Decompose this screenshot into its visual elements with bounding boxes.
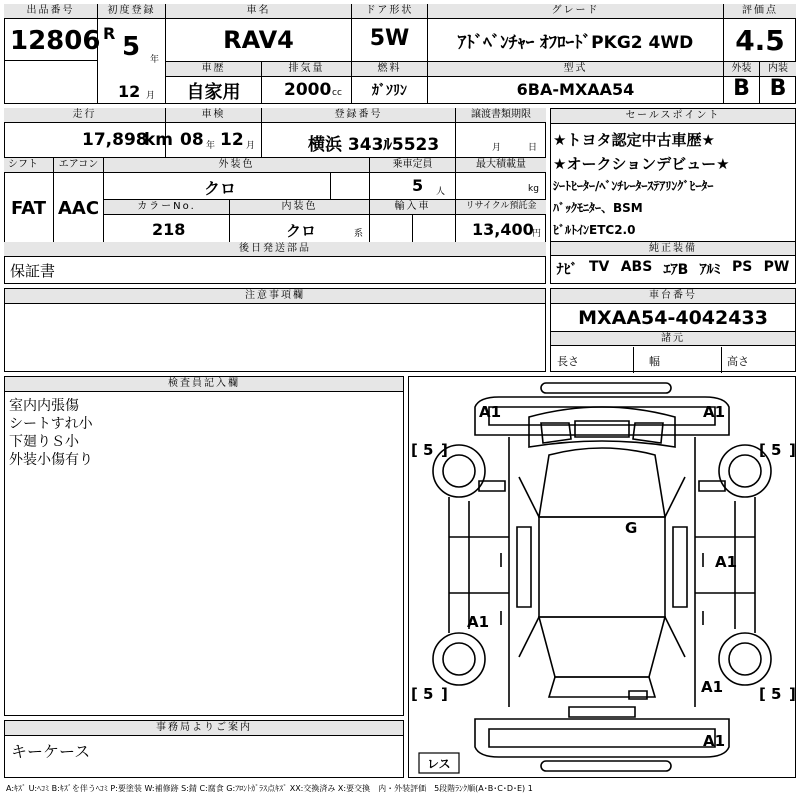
mileage: 17,898	[82, 130, 148, 150]
history: 自家用	[186, 82, 241, 103]
max-load-cell	[456, 158, 546, 200]
import-label: 輸入車	[370, 200, 455, 215]
registration-year: 5	[122, 32, 141, 62]
inspection-month-unit: 月	[246, 141, 256, 151]
tire-rear-left-value: 5	[423, 685, 434, 703]
door-cell	[352, 4, 428, 62]
equipment-abs: ABS	[620, 259, 653, 275]
sales-point-2: ★オークションデビュー★	[553, 155, 730, 173]
first-registration-label: 初度登録	[98, 4, 165, 19]
lot-number-label: 出品番号	[4, 4, 97, 19]
score-cell	[724, 4, 796, 62]
later-parts-label: 後日発送部品	[4, 242, 546, 257]
score: 4.5	[735, 24, 785, 57]
displacement-label: 排気量	[262, 62, 351, 77]
equipment-tv: TV	[588, 259, 610, 275]
inspector-note-3: 下廻りＳ小	[9, 434, 79, 450]
registration-label: 登録番号	[262, 108, 455, 123]
notes-block	[4, 288, 546, 372]
damage-rear-bumper: A1	[703, 732, 726, 750]
interior-color: クロ	[286, 222, 317, 240]
exterior-grade-label: 外装	[724, 62, 759, 77]
registration-month: 12	[118, 82, 141, 101]
sales-points-block	[550, 108, 796, 284]
damage-front-right: A1	[703, 403, 726, 421]
transfer-deadline-cell	[456, 108, 546, 158]
damage-right-side: A1	[715, 553, 738, 571]
tire-rear-right-value: 5	[771, 685, 782, 703]
inspection-cell	[166, 108, 262, 158]
interior-grade-label: 内装	[760, 62, 796, 77]
import-cell	[370, 200, 456, 242]
registration-cell	[262, 108, 456, 158]
inspector-note-4: 外装小傷有り	[9, 452, 93, 468]
recycle-deposit-label: リサイクル預託金	[456, 200, 546, 215]
shift-cell	[4, 158, 54, 242]
max-load-unit: kg	[528, 184, 539, 194]
damage-rear-right: A1	[701, 678, 724, 696]
equipment-pw: PW	[763, 259, 790, 275]
equipment-label: 純正装備	[551, 242, 795, 256]
ac-label: エアコン	[54, 158, 103, 173]
tire-front-right-value: 5	[771, 441, 782, 459]
equipment-airbag: ｴｱB	[663, 262, 689, 278]
svg-text:]: ]	[789, 441, 796, 459]
svg-text:[: [	[411, 685, 418, 703]
capacity: 5	[412, 176, 424, 195]
sales-points-label: セールスポイント	[551, 109, 795, 124]
fuel-cell	[352, 62, 428, 104]
model: 6BA-MXAA54	[516, 80, 635, 99]
ac-cell	[54, 158, 104, 242]
fuel-label: 燃料	[352, 62, 427, 77]
chassis-label: 車台番号	[551, 289, 795, 304]
inspection-year: 08	[180, 130, 204, 150]
inspection-month: 12	[220, 130, 244, 150]
inspector-note-1: 室内内張傷	[9, 398, 79, 414]
lot-number-cell	[4, 4, 101, 104]
interior-grade-cell	[760, 62, 796, 104]
color-number-cell	[104, 200, 230, 242]
inspection-label: 車検	[166, 108, 261, 123]
office-label: 事務局よりご案内	[5, 721, 403, 736]
inspector-label: 検査員記入欄	[5, 377, 403, 392]
mileage-unit: km	[144, 130, 174, 150]
registration-number: 横浜 343ﾙ5523	[308, 135, 440, 155]
door-label: ドア形状	[352, 4, 427, 19]
transfer-deadline-label: 譲渡書類期限	[456, 108, 546, 123]
equipment-list	[551, 259, 795, 279]
svg-text:[: [	[759, 441, 766, 459]
door-type: 5W	[369, 26, 410, 51]
max-load-label: 最大積載量	[456, 158, 546, 173]
office-block	[4, 720, 404, 778]
tire-front-left-value: 5	[423, 441, 434, 459]
displacement-cell	[262, 62, 352, 104]
chassis-block	[550, 288, 796, 372]
office-note: キーケース	[11, 742, 91, 761]
equipment-navi: ﾅﾋﾞ	[556, 262, 578, 278]
shift-label: シフト	[4, 158, 53, 173]
displacement-unit: cc	[332, 88, 342, 98]
inspector-block	[4, 376, 404, 716]
fuel: ｶﾞｿﾘﾝ	[372, 83, 407, 99]
recycle-deposit-cell	[456, 200, 546, 242]
length-label: 長さ	[557, 355, 579, 368]
spare-tire-label: レス	[427, 757, 451, 771]
svg-text:]: ]	[441, 441, 448, 459]
capacity-label: 乗車定員	[370, 158, 455, 173]
history-cell	[166, 62, 262, 104]
damage-windshield: G	[625, 519, 638, 537]
equipment-alloy: ｱﾙﾐ	[699, 262, 721, 278]
car-name-label: 車名	[166, 4, 351, 19]
displacement: 2000	[284, 80, 332, 100]
first-registration-cell	[98, 4, 166, 104]
equipment-ps: PS	[731, 259, 753, 275]
width-label: 幅	[649, 355, 660, 368]
year-unit: 年	[150, 55, 160, 65]
color-number-label: カラーNo.	[104, 200, 229, 215]
shift: FAT	[10, 198, 47, 219]
score-label: 評価点	[724, 4, 796, 19]
inspection-year-unit: 年	[206, 141, 216, 151]
exterior-grade: B	[733, 76, 750, 101]
exterior-color: クロ	[204, 179, 237, 198]
exterior-grade-cell	[724, 62, 760, 104]
model-label: 型式	[428, 62, 723, 77]
exterior-color-label: 外装色	[104, 158, 369, 173]
specs-label: 諸元	[551, 332, 795, 346]
notes-label: 注意事項欄	[5, 289, 545, 304]
lot-number: 12806	[10, 26, 101, 56]
chassis-number: MXAA54-4042433	[578, 307, 768, 329]
capacity-cell	[370, 158, 456, 200]
car-name: RAV4	[223, 26, 294, 54]
car-name-cell	[166, 4, 352, 62]
sales-point-4: ﾊﾞｯｸﾓﾆﾀｰ、BSM	[553, 201, 643, 215]
svg-text:]: ]	[789, 685, 796, 703]
damage-left-side: A1	[467, 613, 490, 631]
recycle-deposit-unit: 円	[532, 229, 542, 239]
transfer-day-unit: 日	[528, 143, 538, 153]
inspector-note-2: シートすれ小	[9, 416, 93, 432]
svg-text:[: [	[759, 685, 766, 703]
sales-point-5: ﾋﾞﾙﾄｲﾝETC2.0	[553, 223, 636, 237]
color-number: 218	[152, 220, 186, 239]
later-parts: 保証書	[10, 262, 56, 280]
interior-color-cell	[230, 200, 370, 242]
history-label: 車歴	[166, 62, 261, 77]
car-diagram-block	[408, 376, 796, 778]
damage-front-left: A1	[479, 403, 502, 421]
later-parts-cell	[4, 242, 546, 284]
interior-color-label: 内装色	[230, 200, 369, 215]
recycle-deposit: 13,400	[472, 220, 534, 239]
grade-cell	[428, 4, 724, 62]
tire-front-left: [	[411, 441, 418, 459]
height-label: 高さ	[727, 355, 749, 368]
grade-label: グレード	[428, 4, 723, 19]
interior-grade: B	[769, 76, 787, 101]
mileage-label: 走行	[4, 108, 165, 123]
transfer-month-unit: 月	[492, 143, 502, 153]
car-diagram	[409, 377, 795, 777]
interior-color-unit: 系	[354, 229, 364, 239]
ac: AAC	[57, 198, 100, 219]
legend: A:ｷｽﾞ U:ﾍｺﾐ B:ｷｽﾞを伴うﾍｺﾐ P:要塗装 W:補修跡 S:錆 C:腐食 G:ﾌﾛﾝﾄｶﾞﾗｽ点ｷｽﾞ XX:交換済み X:要交換 内・外装評価 5段階ﾗﾝｸ順(A･B･C･D･E) 1	[6, 784, 533, 793]
capacity-unit: 人	[436, 187, 446, 197]
month-unit: 月	[146, 91, 156, 101]
era: R	[103, 24, 116, 43]
sales-point-1: ★トヨタ認定中古車歴★	[553, 131, 715, 149]
sales-point-3: ｼｰﾄﾋｰﾀｰ/ﾍﾞﾝﾁﾚｰﾀｰｽﾃｱﾘﾝｸﾞﾋｰﾀｰ	[553, 179, 714, 193]
mileage-cell	[4, 108, 174, 158]
model-cell	[428, 62, 724, 104]
svg-text:]: ]	[441, 685, 448, 703]
grade: ｱﾄﾞﾍﾞﾝﾁｬｰ ｵﾌﾛｰﾄﾞPKG2 4WD	[457, 33, 694, 53]
